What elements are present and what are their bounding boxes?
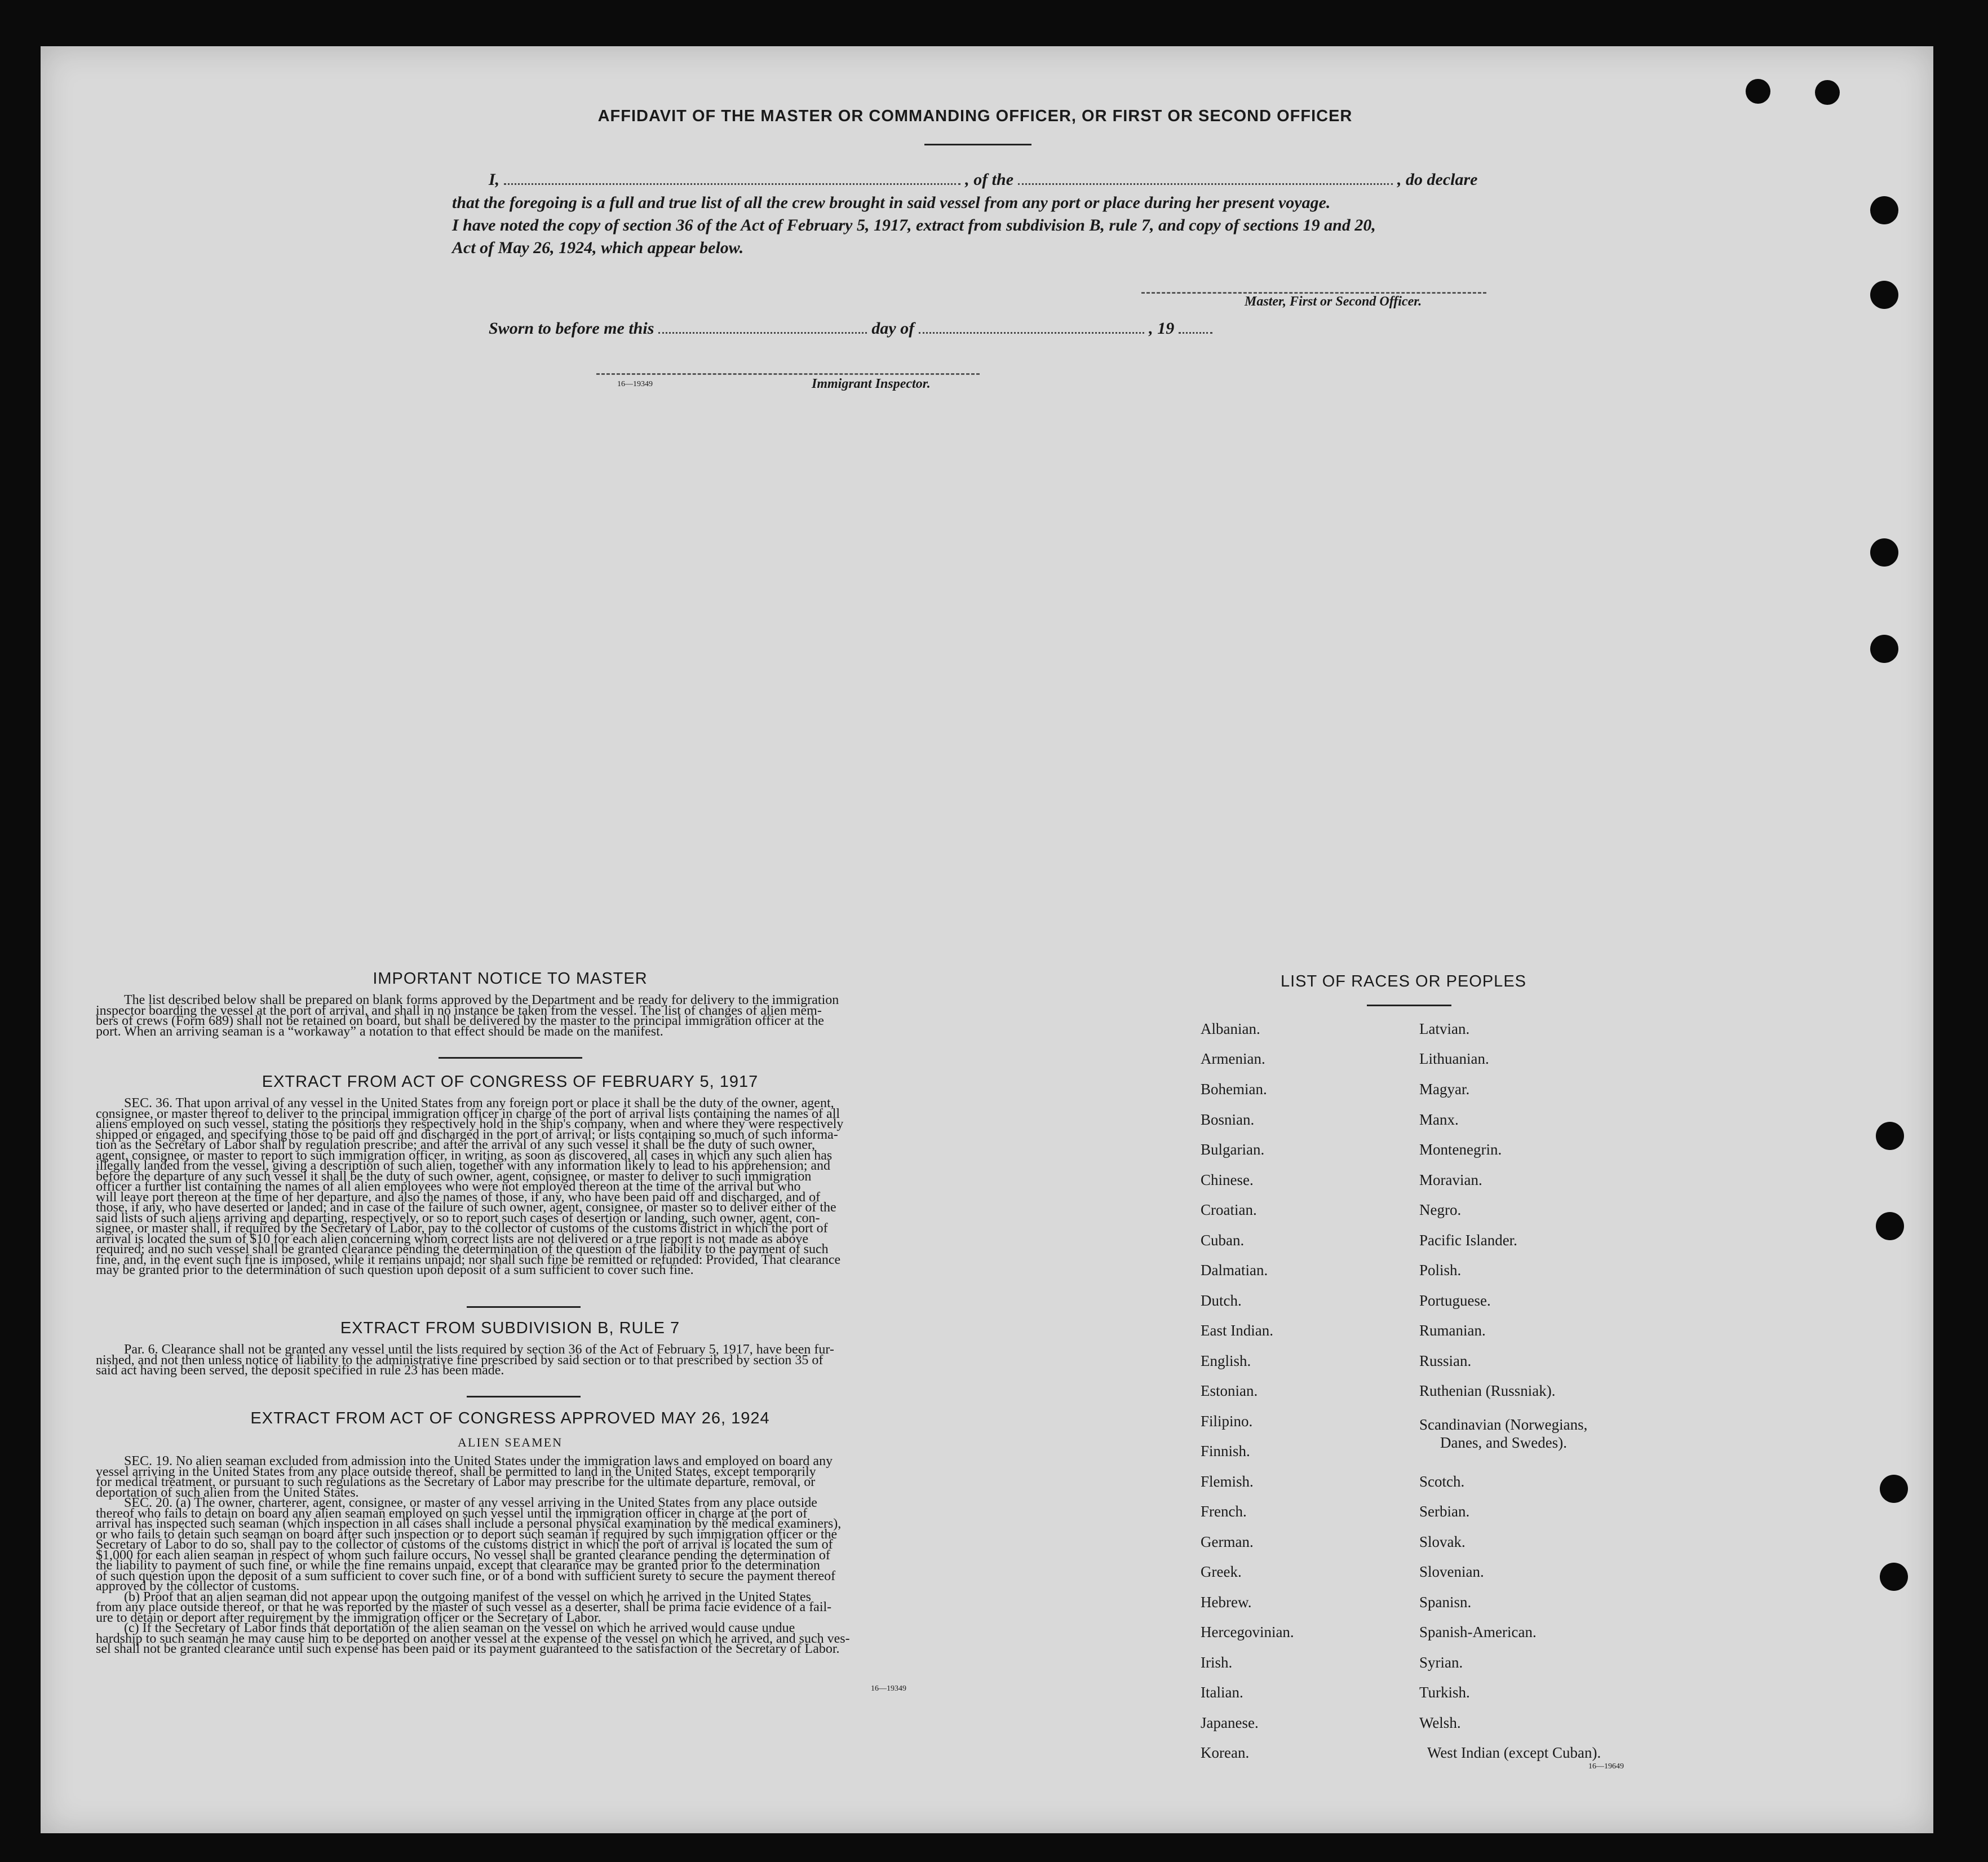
race-item: Lithuanian. [1419, 1050, 1489, 1067]
race-item: West Indian (except Cuban). [1427, 1744, 1601, 1761]
text-line: fine, and, in the event such fine is imposed, while it remains unpaid; nor shall such fine be remitted or refunded: Provided, That clearance [96, 1252, 841, 1267]
race-item: Russian. [1419, 1352, 1472, 1369]
text-line: aliens employed on such vessel, stating the positions they respectively hold in the ship's company, when and where they were respectively [96, 1117, 844, 1131]
affidavit-line3: I have noted the copy of section 36 of the Act of February 5, 1917, extract from subdivision B, rule 7, and copy of sections 19 and 20, [452, 216, 1376, 235]
text-line: (b) Proof that an alien seaman did not appear upon the outgoing manifest of the vessel on which he arrived in the United States [124, 1589, 812, 1604]
text-line: vessel arriving in the United States from any place outside thereof, shall be permitted to land in the United States, except temporarily [96, 1464, 816, 1479]
text-line: tion as the Secretary of Labor shall by regulation prescribe; and after the arrival of any such vessel it shall be the duty of such owner, [96, 1138, 815, 1152]
extract-1924-title: EXTRACT FROM ACT OF CONGRESS APPROVED MAY 26, 1924 [250, 1409, 770, 1427]
punch-hole [1876, 1212, 1904, 1240]
punch-hole [1880, 1475, 1908, 1503]
affidavit-line1 [489, 170, 1477, 189]
race-item: Bosnian. [1201, 1111, 1255, 1128]
race-item: Danes, and Swedes). [1440, 1434, 1567, 1451]
race-item: Welsh. [1419, 1714, 1461, 1731]
notice-line: port. When an arriving seaman is a “workaway” a notation to that effect should be made on the manifest. [96, 1024, 663, 1039]
race-item: Irish. [1201, 1654, 1233, 1671]
form-number: 16—19649 [1588, 1762, 1624, 1771]
race-item: Latvian. [1419, 1020, 1470, 1037]
text-line: ure to detain or deport after requirement by the immigration officer or the Secretary of Labor. [96, 1610, 601, 1625]
name-field[interactable] [504, 181, 960, 185]
text-line: of such question upon the deposit of a sum sufficient to cover such fine, or of a bond with sufficient surety to secure the payment thereof [96, 1568, 836, 1584]
race-item: Magyar. [1419, 1081, 1470, 1098]
master-label: Master, First or Second Officer. [1245, 294, 1422, 309]
punch-hole [1870, 281, 1898, 309]
divider [439, 1057, 582, 1059]
form-number: 16—19349 [617, 380, 653, 388]
punch-hole [1815, 80, 1840, 105]
race-item: French. [1201, 1503, 1247, 1520]
day-of-label: day of [871, 319, 915, 338]
punch-hole [1746, 79, 1770, 104]
text-line: arrival is located the sum of $10 for each alien concerning whom correct lists are not delivered or a true report is not made as above [96, 1231, 809, 1246]
race-item: Rumanian. [1419, 1322, 1486, 1339]
race-item: East Indian. [1201, 1322, 1273, 1339]
text-line: agent, consignee, or master to report to such immigration officer, in writing, as soon as discovered, all cases in which any such alien has [96, 1148, 833, 1163]
text-line: said act having been served, the deposit specified in rule 23 has been made. [96, 1363, 504, 1378]
race-item: Finnish. [1201, 1443, 1250, 1459]
text-line: will leave port thereon at the time of her departure, and also the names of those, if any, who have been paid off and discharged, and of [96, 1189, 821, 1205]
race-item: Japanese. [1201, 1714, 1259, 1731]
divider [1367, 1005, 1451, 1006]
race-item: Ruthenian (Russniak). [1419, 1382, 1556, 1399]
punch-hole [1876, 1122, 1904, 1150]
affidavit-line4: Act of May 26, 1924, which appear below. [452, 238, 744, 257]
race-item: Albanian. [1201, 1020, 1260, 1037]
race-item: Bohemian. [1201, 1081, 1267, 1098]
race-item: Korean. [1201, 1744, 1250, 1761]
race-item: Bulgarian. [1201, 1141, 1265, 1158]
punch-hole [1870, 635, 1898, 663]
declare-label: , do declare [1397, 170, 1478, 189]
text-line: Secretary of Labor to do so, shall pay to the collector of customs of the customs district in which the port of arrival is located the sum of [96, 1537, 833, 1552]
race-item: Portuguese. [1419, 1292, 1491, 1309]
text-line: illegally landed from the vessel, giving a description of such alien, together with any information likely to lead to his apprehension; and [96, 1158, 831, 1173]
inspector-label: Immigrant Inspector. [812, 377, 931, 391]
notice-line: inspector boarding the vessel at the port of arrival, and shall in no instance be taken from the vessel. The list of changes of alien mem- [96, 1003, 822, 1018]
punch-hole [1870, 538, 1898, 567]
form-number: 16—19349 [871, 1684, 906, 1693]
race-item: Dutch. [1201, 1292, 1242, 1309]
race-item: Dalmatian. [1201, 1262, 1268, 1279]
race-item: Italian. [1201, 1684, 1243, 1701]
race-item: Turkish. [1419, 1684, 1470, 1701]
sworn-year-field[interactable] [1179, 330, 1212, 334]
race-item: Polish. [1419, 1262, 1462, 1279]
text-line: said lists of such aliens arriving and departing, respectively, or so to report such cases of desertion or landing, such owner, agent, con- [96, 1210, 820, 1226]
race-item: Estonian. [1201, 1382, 1258, 1399]
race-item: Hebrew. [1201, 1594, 1252, 1611]
text-line: hardship to such seaman he may cause him to be deported on another vessel at the expense of the vessel on which he arrived, and such ves- [96, 1631, 850, 1646]
text-line: required; and no such vessel shall be granted clearance pending the determination of the question of the liability to the payment of such [96, 1242, 829, 1257]
rule7-text [96, 1344, 924, 1376]
race-item: Pacific Islander. [1419, 1232, 1517, 1249]
text-line: before the departure of any such vessel it shall be the duty of such owner, agent, consignee, or master to deliver to such immigration [96, 1169, 812, 1184]
punch-hole [1880, 1563, 1908, 1591]
divider [924, 144, 1031, 145]
notice-title: IMPORTANT NOTICE TO MASTER [373, 970, 648, 988]
text-line: shipped or engaged, and specifying those to be paid off and discharged in the port of arrival; or lists containing so much of such informa- [96, 1127, 838, 1142]
text-line: sel shall not be granted clearance until such expense has been paid or its payment guaranteed to the satisfaction of the Secretary of Labor. [96, 1642, 840, 1656]
extract-1917-text [96, 1098, 924, 1276]
text-line: consignee, or master thereof to deliver to the principal immigration officer in charge of the port of arrival lists containing the names of all [96, 1106, 840, 1121]
race-item: Montenegrin. [1419, 1141, 1502, 1158]
sworn-day-field[interactable] [658, 330, 867, 334]
text-line: SEC. 19. No alien seaman excluded from admission into the United States under the immigration laws and employed on board any [124, 1454, 833, 1469]
text-line: SEC. 36. That upon arrival of any vessel in the United States from any foreign port or place it shall be the duty of the owner, agent, [124, 1096, 834, 1111]
race-item: Syrian. [1419, 1654, 1463, 1671]
text-line: arrival has inspected such seaman (which inspection in all cases shall include a personal physical examination by the medical examiners), [96, 1516, 842, 1531]
race-item: Serbian. [1419, 1503, 1470, 1520]
text-line: signee, or master shall, if required by the Secretary of Labor, pay to the collector of customs of the customs district in which the port of [96, 1221, 828, 1236]
text-line: $1,000 for each alien seaman in respect of whom such failure occurs. No vessel shall be granted clearance pending the determination of [96, 1547, 830, 1563]
race-item: Croatian. [1201, 1201, 1257, 1218]
race-item: Armenian. [1201, 1050, 1265, 1067]
race-item: Spanish-American. [1419, 1624, 1537, 1640]
of-the-label: , of the [965, 170, 1014, 189]
affidavit-title: AFFIDAVIT OF THE MASTER OR COMMANDING OFFICER, OR FIRST OR SECOND OFFICER [597, 107, 1353, 125]
vessel-field[interactable] [1018, 181, 1393, 185]
races-title: LIST OF RACES OR PEOPLES [1280, 972, 1527, 990]
sworn-month-field[interactable] [919, 330, 1144, 334]
race-item: Filipino. [1201, 1413, 1253, 1430]
race-item: Scandinavian (Norwegians, [1419, 1416, 1588, 1433]
race-item: Manx. [1419, 1111, 1459, 1128]
race-item: Slovenian. [1419, 1563, 1484, 1580]
year-label: , 19 [1149, 319, 1175, 338]
text-line: nished, and not then unless notice of liability to the administrative fine prescribed by said section or to that prescribed by section 35 of [96, 1352, 823, 1368]
text-line: Par. 6. Clearance shall not be granted any vessel until the lists required by section 36 of the Act of February 5, 1917, have been fur- [124, 1342, 834, 1357]
race-item: German. [1201, 1533, 1254, 1550]
text-line: SEC. 20. (a) The owner, charterer, agent, consignee, or master of any vessel arriving in the United States from any place outside [124, 1496, 817, 1510]
race-item: Scotch. [1419, 1473, 1465, 1490]
text-line: deportation of such alien from the United States. [96, 1485, 359, 1500]
sworn-label: Sworn to before me this [489, 319, 654, 338]
race-item: Moravian. [1419, 1171, 1482, 1188]
race-item: Chinese. [1201, 1171, 1254, 1188]
affidavit-i-label: I, [489, 170, 500, 189]
divider [467, 1396, 581, 1397]
punch-hole [1870, 196, 1898, 224]
alien-seamen-subtitle: ALIEN SEAMEN [458, 1435, 563, 1449]
notice-text [96, 995, 924, 1037]
inspector-signature-line[interactable] [596, 373, 980, 375]
rule7-title: EXTRACT FROM SUBDIVISION B, RULE 7 [340, 1319, 680, 1337]
race-item: Slovak. [1419, 1533, 1465, 1550]
text-line: those, if any, who have deserted or landed; and in case of the failure of such owner, agent, consignee, or master so to deliver either of the [96, 1200, 836, 1215]
notice-line: The list described below shall be prepared on blank forms approved by the Department and be ready for delivery to the immigration [124, 993, 839, 1007]
extract-1917-title: EXTRACT FROM ACT OF CONGRESS OF FEBRUARY 5, 1917 [262, 1073, 759, 1091]
text-line: the liability to payment of such fine, or while the fine remains unpaid, except that clearance may be granted prior to the determination [96, 1558, 820, 1573]
notice-line: bers of crews (Form 689) shall not be retained on board, but shall be delivered by the master to the principal immigration officer at the [96, 1014, 824, 1028]
text-line: approved by the collector of customs. [96, 1579, 300, 1594]
text-line: or who fails to detain such seaman on board after such inspection or to deport such seaman if required by such immigration officer or the [96, 1527, 838, 1542]
master-signature-line[interactable] [1141, 292, 1486, 294]
text-line: thereof who fails to detain on board any alien seaman employed on such vessel until the immigration officer in charge at the port of [96, 1506, 808, 1521]
affidavit-line2: that the foregoing is a full and true list of all the crew brought in said vessel from any port or place during her present voyage. [452, 193, 1331, 212]
race-item: Cuban. [1201, 1232, 1245, 1249]
text-line: may be granted prior to the determination of such question upon deposit of a sum sufficient to cover such fine. [96, 1263, 694, 1277]
race-item: Flemish. [1201, 1473, 1254, 1490]
extract-1924-text [96, 1456, 924, 1655]
race-item: Hercegovinian. [1201, 1624, 1294, 1640]
race-item: Greek. [1201, 1563, 1242, 1580]
divider [467, 1306, 581, 1308]
text-line: (c) If the Secretary of Labor finds that deportation of the alien seaman on the vessel on which he arrived would cause undue [124, 1621, 795, 1635]
text-line: from any place outside thereof, or that he was reported by the master of such vessel as a deserter, shall be prima facie evidence of a fail- [96, 1600, 832, 1615]
text-line: officer a further list containing the names of all alien employees who were not employed thereon at the time of the arrival but who [96, 1179, 801, 1194]
race-item: Negro. [1419, 1201, 1462, 1218]
race-item: English. [1201, 1352, 1251, 1369]
text-line: for medical treatment, or pursuant to such regulations as the Secretary of Labor may prescribe for the ultimate departure, removal, or [96, 1475, 816, 1489]
sworn-line [489, 319, 1217, 338]
race-item: Spanisn. [1419, 1594, 1472, 1611]
